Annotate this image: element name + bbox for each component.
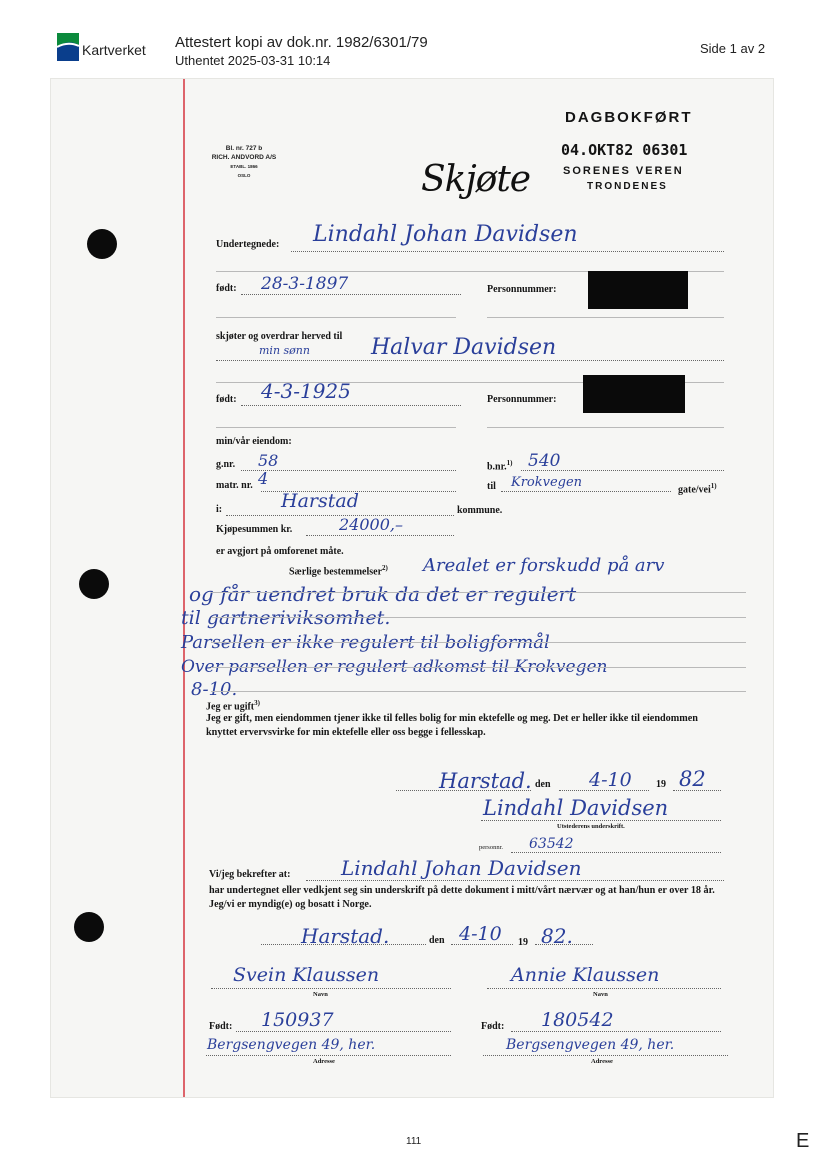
special-line: Arealet er forskudd på arv: [423, 555, 665, 576]
label-saerlige: [289, 564, 388, 577]
fetched-timestamp: Uthentet 2025-03-31 10:14: [175, 53, 331, 68]
line: [236, 1031, 451, 1032]
form-info: [199, 144, 289, 180]
line: [206, 1055, 451, 1056]
special-line: 8-10.: [191, 679, 238, 700]
line: [211, 592, 746, 593]
line: [241, 405, 461, 406]
stamp-line4: TRONDENES: [587, 181, 668, 192]
name-handwritten: Lindahl Johan Davidsen: [313, 222, 578, 247]
label-gnr: g.nr.: [216, 459, 236, 470]
margin-line: [183, 79, 185, 1097]
line: [487, 988, 721, 989]
label-ugift: [206, 699, 260, 712]
bnr-handwritten: 540: [528, 451, 561, 471]
label-adresse1: Adresse: [313, 1058, 335, 1065]
date-handwritten: 4-10: [589, 769, 632, 791]
label-fodt4: Født:: [481, 1021, 505, 1032]
line: [211, 691, 746, 692]
label-den: den: [535, 779, 551, 790]
label-navn2: Navn: [593, 991, 608, 998]
line: [291, 251, 724, 252]
label-til: til: [487, 481, 496, 492]
line: [535, 944, 593, 945]
ugift-sup: 3): [254, 699, 260, 707]
date2-handwritten: 4-10: [459, 923, 502, 945]
line: [211, 988, 451, 989]
birth-handwritten: 28-3-1897: [261, 274, 349, 294]
label-i: i:: [216, 504, 223, 515]
punch-hole: [87, 229, 117, 259]
birth2-handwritten: 4-3-1925: [261, 379, 351, 403]
label-navn1: Navn: [313, 991, 328, 998]
line: [501, 491, 671, 492]
bnr-sup: 1): [506, 459, 513, 467]
address1-handwritten: Bergsengvegen 49, her.: [207, 1037, 376, 1053]
label-kjopesum: Kjøpesummen kr.: [216, 524, 293, 535]
bnr-text: b.nr.: [487, 461, 507, 473]
ugift-text: Jeg er ugift: [206, 701, 255, 713]
label-avgjort: er avgjort på omforenet måte.: [216, 546, 344, 557]
born1-handwritten: 150937: [261, 1009, 334, 1031]
recipient-prefix: min sønn: [259, 344, 310, 357]
punch-hole: [74, 912, 104, 942]
line: [673, 790, 721, 791]
matr-handwritten: 4: [258, 469, 269, 488]
special-line: og får uendret bruk da det er regulert: [189, 582, 577, 606]
bekrefter-text: har undertegnet eller vedkjent seg sin underskrift på dette dokument i mitt/vårt nærvær og at han/hun er over 18 år. Jeg/vi er myndig(e) og bosatt i Norge.: [209, 885, 715, 910]
label-min-var: min/vår eiendom:: [216, 436, 292, 447]
redacted-personnummer: [588, 271, 688, 309]
line: [216, 427, 456, 428]
document-title: Attestert kopi av dok.nr. 1982/6301/79: [175, 34, 428, 51]
born2-handwritten: 180542: [541, 1009, 614, 1031]
label-kommune: kommune.: [457, 505, 503, 516]
line: [211, 667, 746, 668]
form-info-line: ETABL. 1866: [230, 164, 258, 169]
scanned-document: [50, 78, 774, 1098]
year-handwritten: 82: [679, 767, 706, 791]
kartverket-logo-icon: [57, 33, 79, 61]
line: [211, 642, 746, 643]
i-handwritten: Harstad: [281, 490, 359, 512]
logo-text: Kartverket: [82, 42, 146, 58]
form-title: Skjøte: [421, 159, 531, 200]
corner-letter: E: [796, 1130, 810, 1152]
label-bnr: [487, 459, 513, 472]
label-fodt: født:: [216, 283, 237, 294]
place2-handwritten: Harstad.: [301, 924, 390, 948]
witness1-handwritten: Svein Klaussen: [233, 964, 380, 986]
confirm-name-handwritten: Lindahl Johan Davidsen: [341, 856, 582, 880]
personnr-handwritten: 63542: [529, 836, 574, 852]
line: [483, 1055, 728, 1056]
label-fodt2: født:: [216, 394, 237, 405]
line: [451, 944, 513, 945]
saerlige-text: Særlige bestemmelser: [289, 566, 383, 578]
special-line: Parsellen er ikke regulert til boligformål: [181, 632, 550, 653]
til-handwritten: Krokvegen: [511, 475, 583, 490]
line: [487, 317, 724, 318]
line: [481, 820, 721, 821]
label-fodt3: Født:: [209, 1021, 233, 1032]
year2-handwritten: 82.: [541, 924, 573, 948]
address2-handwritten: Bergsengvegen 49, her.: [506, 1037, 675, 1053]
line: [216, 360, 724, 361]
form-info-line: RICH. ANDVORD A/S: [211, 154, 277, 161]
saerlige-sup: 2): [382, 564, 388, 572]
place-handwritten: Harstad.: [439, 769, 532, 793]
stamp-line1: DAGBOKFØRT: [565, 109, 693, 126]
label-19b: 19: [518, 937, 528, 948]
line: [396, 790, 531, 791]
witness2-handwritten: Annie Klaussen: [511, 964, 660, 986]
label-personnr: personnr.: [479, 844, 504, 851]
stamp-line3: SORENES VEREN: [563, 165, 684, 177]
punch-hole: [79, 569, 109, 599]
kartverket-logo: [57, 33, 79, 61]
page-number: 111: [406, 1136, 422, 1147]
line: [306, 535, 454, 536]
page-indicator: Side 1 av 2: [700, 41, 766, 56]
stamp-line2: 04.OKT82 06301: [561, 141, 688, 159]
line: [511, 1031, 721, 1032]
label-skjoter: skjøter og overdrar herved til: [216, 331, 343, 342]
label-19: 19: [656, 779, 666, 790]
line: [559, 790, 649, 791]
label-den2: den: [429, 935, 445, 946]
gatevei-text: gate/vei: [678, 484, 711, 496]
label-utstederens: Utstederens underskrift.: [557, 823, 625, 830]
line: [521, 470, 724, 471]
line: [306, 880, 724, 881]
label-personnummer2: Personnummer:: [487, 394, 557, 405]
gnr-handwritten: 58: [258, 451, 279, 470]
recipient-handwritten: Halvar Davidsen: [371, 335, 557, 360]
line: [211, 617, 746, 618]
line: [241, 294, 461, 295]
label-matr: matr. nr.: [216, 480, 253, 491]
line: [241, 470, 456, 471]
label-bekrefter: Vi/jeg bekrefter at:: [209, 869, 291, 880]
redacted-personnummer2: [583, 375, 685, 413]
form-info-line: OSLO: [237, 173, 251, 178]
label-personnummer: Personnummer:: [487, 284, 557, 295]
gift-text: Jeg er gift, men eiendommen tjener ikke til felles bolig for min ektefelle og meg. Det er heller ikke til eiendommen knyttet ervervsvirke for min ektefelle eller oss begge i fellesskap.: [206, 713, 698, 738]
line: [511, 852, 721, 853]
special-line: Over parsellen er regulert adkomst til Krokvegen: [181, 657, 608, 677]
form-info-line: Bl. nr. 727 b: [225, 145, 263, 152]
label-gatevei: [678, 482, 717, 495]
label-undertegnede: Undertegnede:: [216, 239, 280, 250]
label-adresse2: Adresse: [591, 1058, 613, 1065]
sum-handwritten: 24000,–: [339, 515, 403, 534]
line: [216, 317, 456, 318]
line: [487, 427, 724, 428]
signature-handwritten: Lindahl Davidsen: [483, 796, 669, 820]
special-line: til gartneriviksomhet.: [181, 607, 391, 629]
gatevei-sup: 1): [710, 482, 717, 490]
line: [261, 944, 426, 945]
